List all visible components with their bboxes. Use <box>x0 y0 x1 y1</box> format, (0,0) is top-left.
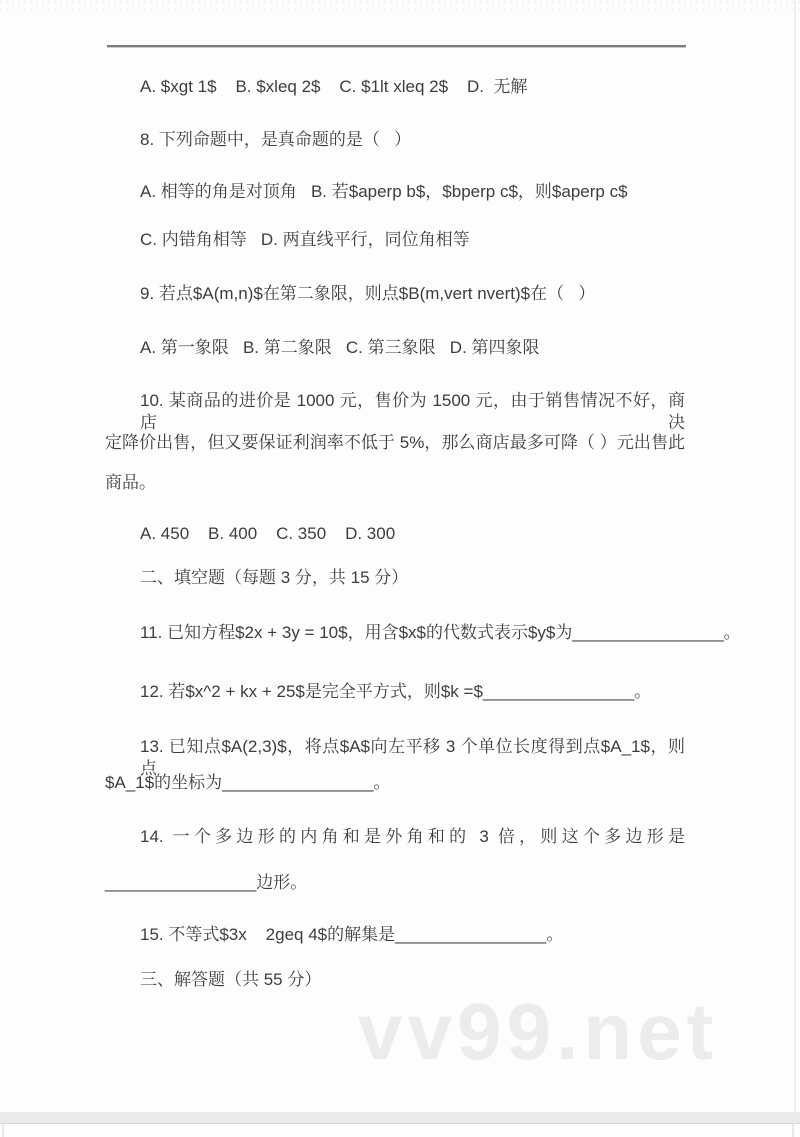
question-12: 12. 若$x^2 + kx + 25$是完全平方式，则$k =$________________。 <box>140 682 652 701</box>
next-page-edge-left <box>2 1124 4 1137</box>
question-10-line2: 定降价出售，但又要保证利润率不低于 5%，那么商店最多可降（ ）元出售此 <box>105 433 685 452</box>
question-14-line2: ________________边形。 <box>105 873 308 892</box>
question-13-line1: 13. 已知点$A(2,3)$，将点$A$向左平移 3 个单位长度得到点$A_1$，则点 <box>140 737 685 778</box>
options-q9: A. 第一象限 B. 第二象限 C. 第三象限 D. 第四象限 <box>140 338 540 357</box>
options-q8-ab: A. 相等的角是对顶角 B. 若$aperp b$，$bperp c$，则$aperp c$ <box>140 182 628 201</box>
page-gap-strip <box>0 1112 800 1124</box>
scan-texture-top-row2 <box>0 7 800 11</box>
site-watermark: vv99.net <box>358 987 719 1076</box>
options-q10: A. 450 B. 400 C. 350 D. 300 <box>140 524 396 543</box>
question-15: 15. 不等式$3x 2geq 4$的解集是________________。 <box>140 925 564 944</box>
scan-texture-top <box>0 0 800 4</box>
options-q7: A. $xgt 1$ B. $xleq 2$ C. $1lt xleq 2$ D. 无解 <box>140 77 528 96</box>
next-page-edge-right <box>792 1124 794 1137</box>
question-14-line1: 14. 一个多边形的内角和是外角和的 3 倍，则这个多边形是 <box>140 827 685 846</box>
options-q8-cd: C. 内错角相等 D. 两直线平行，同位角相等 <box>140 230 470 249</box>
question-13-line2: $A_1$的坐标为________________。 <box>105 773 391 792</box>
section-3-heading: 三、解答题（共 55 分） <box>140 970 322 989</box>
question-10-line1: 10. 某商品的进价是 1000 元，售价为 1500 元，由于销售情况不好，商店决 <box>140 391 685 432</box>
question-11: 11. 已知方程$2x + 3y = 10$，用含$x$的代数式表示$y$为________________。 <box>140 623 741 642</box>
page-top-rule <box>107 45 686 47</box>
question-9: 9. 若点$A(m,n)$在第二象限，则点$B(m,vert nvert)$在（ ） <box>140 284 596 303</box>
page-edge-right <box>794 0 796 1113</box>
question-10-line3: 商品。 <box>105 473 156 492</box>
section-2-heading: 二、填空题（每题 3 分，共 15 分） <box>140 568 409 587</box>
question-8: 8. 下列命题中，是真命题的是（ ） <box>140 130 412 149</box>
